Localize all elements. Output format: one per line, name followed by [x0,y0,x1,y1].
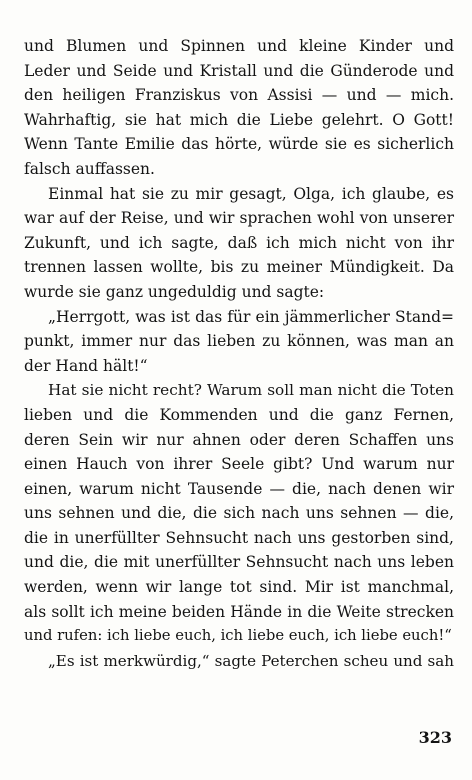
text-line: „Herrgott, was ist das für ein jämmerlicher Stand= [48,307,454,326]
paragraph [24,305,454,379]
paragraph [24,649,454,674]
text-line: den heiligen Franziskus von Assisi — und — mich. [24,86,454,105]
text-line: trennen lassen wollte, bis zu meiner Mündigkeit. Da [24,258,454,277]
text-line: Wenn Tante Emilie das hörte, würde sie es sicherlich [24,135,454,154]
page-number: 323 [418,728,452,747]
text-line: Zukunft, und ich sagte, daß ich mich nicht von ihr [24,233,454,252]
text-line: und rufen: ich liebe euch, ich liebe euch, ich liebe euch!“ [24,627,452,645]
text-line: Leder und Seide und Kristall und die Günderode und [24,61,454,80]
text-line: der Hand hält!“ [24,356,148,375]
text-line: und die, die mit unerfüllter Sehnsucht nach uns leben [24,553,454,572]
text-line: wurde sie ganz ungeduldig und sagte: [24,282,325,301]
text-line: „Es ist merkwürdig,“ sagte Peterchen scheu und sah [48,651,454,670]
paragraph [24,378,454,649]
text-line: lieben und die Kommenden und die ganz Fernen, [24,405,454,424]
text-line: und Blumen und Spinnen und kleine Kinder und [24,37,454,55]
text-line: Hat sie nicht recht? Warum soll man nicht die Toten [48,381,454,400]
text-line: falsch auffassen. [24,159,155,178]
text-line: deren Sein wir nur ahnen oder deren Schaffen uns [24,430,454,449]
text-line: die in unerfüllter Sehnsucht nach uns gestorben sind, [24,528,454,547]
paragraph [24,34,454,182]
text-line: einen, warum nicht Tausende — die, nach denen wir [24,479,454,498]
text-line: punkt, immer nur das lieben zu können, was man an [24,332,454,351]
text-line: uns sehnen und die, die sich nach uns sehnen — die, [24,504,454,523]
text-line: einen Hauch von ihrer Seele gibt? Und warum nur [24,455,454,474]
text-line: werden, wenn wir lange tot sind. Mir ist manchmal, [24,578,454,597]
text-line: Wahrhaftig, sie hat mich die Liebe gelehrt. O Gott! [24,110,454,129]
text-line: als sollt ich meine beiden Hände in die Weite strecken [24,602,454,621]
body-text [24,34,454,673]
paragraph [24,182,454,305]
text-line: Einmal hat sie zu mir gesagt, Olga, ich glaube, es [48,184,454,203]
text-line: war auf der Reise, und wir sprachen wohl von unserer [24,209,454,228]
